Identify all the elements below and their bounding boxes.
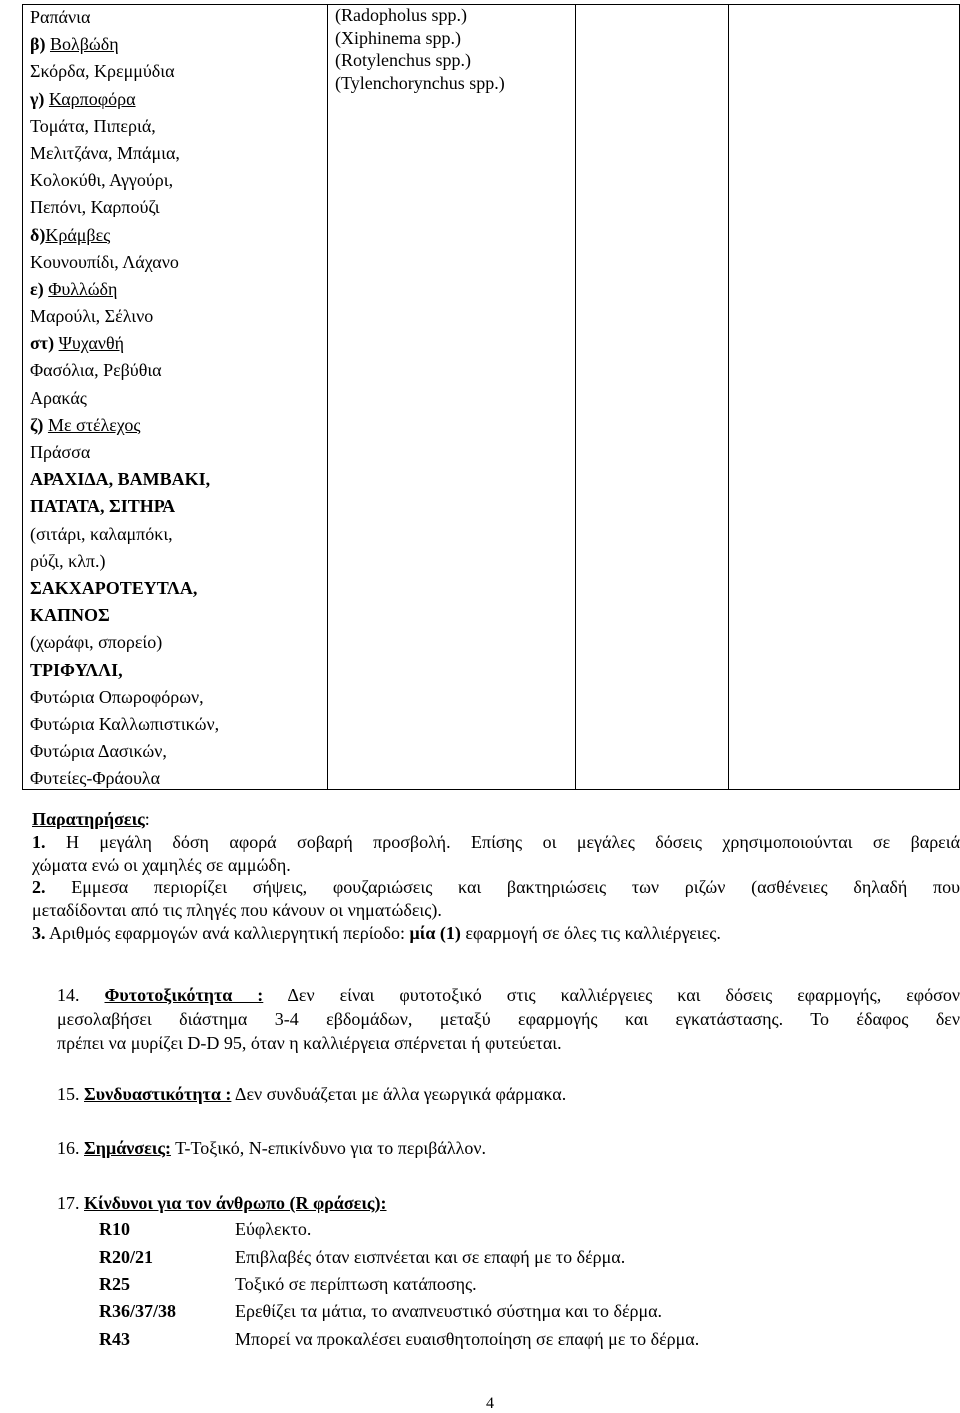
crop-line: Φυτείες-Φράουλα <box>30 768 161 789</box>
section-17: 17. Κίνδυνοι για τον άνθρωπο (R φράσεις): <box>57 1193 387 1213</box>
page-number: 4 <box>486 1395 494 1412</box>
r-phrase-text: Τοξικό σε περίπτωση κατάποσης. <box>235 1274 477 1294</box>
section-16: 16. Σημάνσεις: Τ-Τοξικό, Ν-επικίνδυνο για το περιβάλλον. <box>57 1138 486 1158</box>
nematode-line: (Rotylenchus spp.) <box>335 50 471 70</box>
note-2-line-2: μεταδίδονται από τις πληγές που κάνουν οι νηματώδεις). <box>32 900 442 921</box>
nematode-line: (Xiphinema spp.) <box>335 27 461 48</box>
crop-table <box>22 4 960 790</box>
crop-line: Μαρούλι, Σέλινο <box>30 306 154 327</box>
crop-line: Πεπόνι, Καρπούζι <box>30 197 160 218</box>
crops-cell <box>30 4 330 792</box>
crop-line: Πράσσα <box>30 442 91 462</box>
nematodes-cell <box>335 4 575 94</box>
crop-line: ζ) Με στέλεχος <box>30 414 141 435</box>
crop-line: Αρακάς <box>30 387 87 408</box>
crop-line: Κολοκύθι, Αγγούρι, <box>30 170 174 191</box>
crop-line: Ραπάνια <box>30 7 91 27</box>
crop-line: ΣΑΚΧΑΡΟΤΕΥΤΛΑ, <box>30 577 198 598</box>
crop-line: Φυτώρια Καλλωπιστικών, <box>30 713 220 734</box>
r-phrase-text: Επιβλαβές όταν εισπνέεται και σε επαφή με το δέρμα. <box>235 1247 626 1267</box>
r-phrase-code: R43 <box>99 1329 130 1349</box>
crop-line: ε) Φυλλώδη <box>30 278 118 299</box>
section-15-label: Συνδυαστικότητα : <box>84 1084 232 1104</box>
nematode-line: (Tylenchorynchus spp.) <box>335 72 505 93</box>
crop-line: ΠΑΤΑΤΑ, ΣΙΤΗΡΑ <box>30 496 176 517</box>
crop-category-label: Καρποφόρα <box>48 88 136 109</box>
r-phrase-text: Μπορεί να προκαλέσει ευαισθητοποίηση σε επαφή με το δέρμα. <box>235 1329 700 1349</box>
crop-line: Μελιτζάνα, Μπάμια, <box>30 142 180 163</box>
crop-line: ρύζι, κλπ.) <box>30 550 106 571</box>
crop-line: ΑΡΑΧΙΔΑ, ΒΑΜΒΑΚΙ, <box>30 469 211 490</box>
crop-line: Κουνουπίδι, Λάχανο <box>30 251 179 272</box>
r-phrase-code: R10 <box>99 1219 130 1239</box>
section-14 <box>32 983 960 1055</box>
note-1-line-1: 1. Η μεγάλη δόση αφορά σοβαρή προσβολή. Επίσης οι μεγάλες δόσεις χρησιμοποιούνται σε βαρειά <box>32 831 960 852</box>
note-1-line-2: χώματα ενώ οι χαμηλές σε αμμώδη. <box>32 854 291 875</box>
crop-category-label: Βολβώδη <box>49 34 119 55</box>
crop-line: δ)Κράμβες <box>30 224 111 245</box>
section-15: 15. Συνδυαστικότητα : Δεν συνδυάζεται με άλλα γεωργικά φάρμακα. <box>57 1084 567 1104</box>
r-phrase-code: R36/37/38 <box>99 1301 177 1321</box>
section-14-line-2: μεσολαβήσει διάστημα 3-4 εβδομάδων, μεταξύ εφαρμογής και εγκατάστασης. Το έδαφος δεν <box>57 1009 960 1029</box>
crop-line: Τομάτα, Πιπεριά, <box>30 115 156 136</box>
table-border <box>728 4 729 790</box>
section-14-label: Φυτοτοξικότητα : <box>104 985 264 1005</box>
crop-line: Φυτώρια Δασικών, <box>30 741 167 762</box>
table-border <box>575 4 576 790</box>
crop-category-label: Κράμβες <box>45 224 111 245</box>
section-17-label: Κίνδυνοι για τον άνθρωπο (R φράσεις): <box>84 1193 387 1213</box>
note-3: 3. Αριθμός εφαρμογών ανά καλλιεργητική περίοδο: μία (1) εφαρμογή σε όλες τις καλλιέργειες. <box>32 922 721 943</box>
r-phrase-code: R20/21 <box>99 1247 153 1267</box>
notes-heading: Παρατηρήσεις: <box>32 809 150 829</box>
r-phrase-text: Εύφλεκτο. <box>235 1219 312 1239</box>
crop-line: Φασόλια, Ρεβύθια <box>30 360 162 381</box>
crop-line: (σιτάρι, καλαμπόκι, <box>30 523 173 544</box>
r-phrase-text: Ερεθίζει τα μάτια, το αναπνευστικό σύστημα και το δέρμα. <box>235 1301 663 1321</box>
crop-category-label: Ψυχανθή <box>58 333 124 354</box>
crop-line: στ) Ψυχανθή <box>30 333 124 354</box>
note-2-line-1: 2. Εμμεσα περιορίζει σήψεις, φουζαριώσεις και βακτηριώσεις των ριζών (ασθένειες δηλαδή που <box>32 877 960 898</box>
notes-title: Παρατηρήσεις <box>32 809 145 829</box>
crop-line: ΤΡΙΦΥΛΛΙ, <box>30 659 123 680</box>
r-phrase-code: R25 <box>99 1274 130 1294</box>
crop-category-label: Με στέλεχος <box>47 414 141 435</box>
crop-line: ΚΑΠΝΟΣ <box>30 605 110 626</box>
crop-category-label: Φυλλώδη <box>48 278 118 299</box>
crop-line: Φυτώρια Οπωροφόρων, <box>30 686 204 707</box>
crop-line: (χωράφι, σπορείο) <box>30 632 163 653</box>
nematode-line: (Radopholus spp.) <box>335 5 467 25</box>
crop-line: β) Βολβώδη <box>30 34 119 55</box>
notes-section <box>32 808 960 945</box>
section-14-line-3: πρέπει να μυρίζει D-D 95, όταν η καλλιέργεια σπέρνεται ή φυτεύεται. <box>57 1033 562 1053</box>
crop-line: Σκόρδα, Κρεμμύδια <box>30 61 175 82</box>
crop-line: γ) Καρποφόρα <box>30 88 136 109</box>
section-16-label: Σημάνσεις: <box>84 1138 171 1158</box>
table-border <box>22 4 23 790</box>
section-14-line-1: 14. Φυτοτοξικότητα : Δεν είναι φυτοτοξικό στις καλλιέργειες και δόσεις εφαρμογής, εφόσον <box>57 985 960 1005</box>
